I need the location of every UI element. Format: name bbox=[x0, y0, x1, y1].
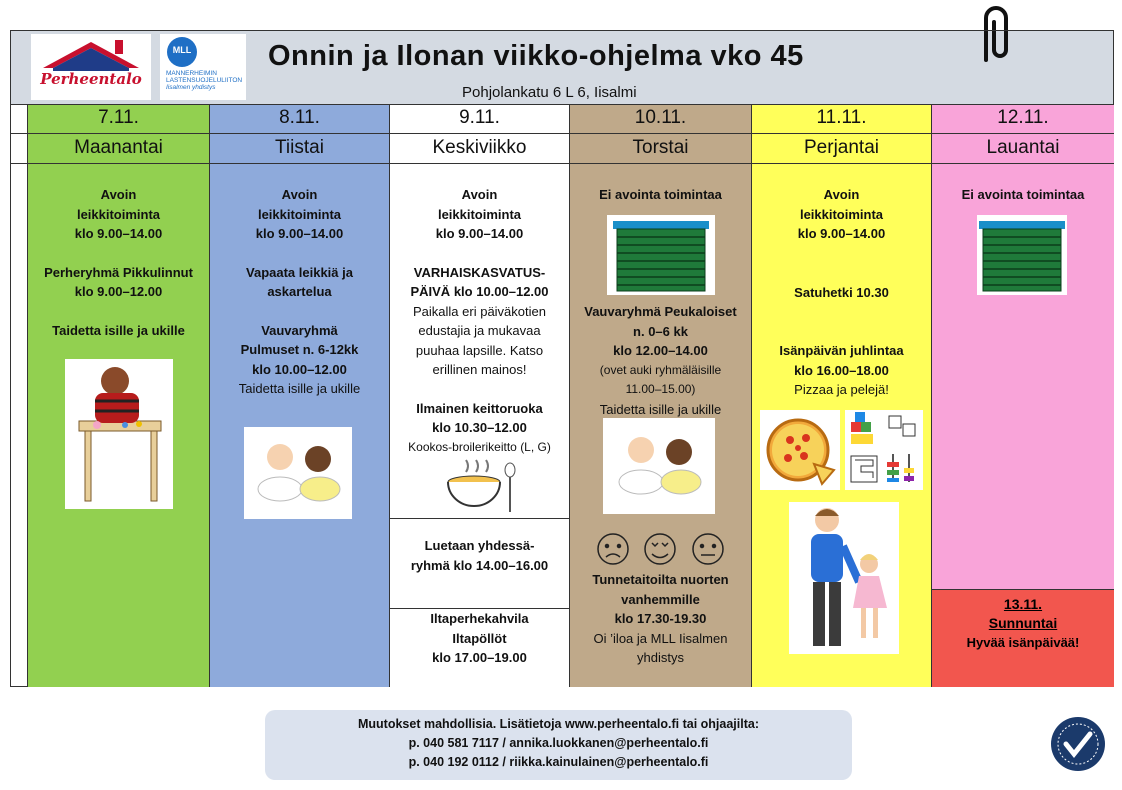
date-friday: 11.11. bbox=[816, 107, 867, 128]
monday-content bbox=[28, 185, 209, 340]
day-thursday: Torstai bbox=[632, 137, 689, 158]
rule-date bbox=[10, 133, 1114, 134]
date-tuesday: 8.11. bbox=[279, 107, 320, 128]
text-line: Paikalla eri päiväkotien bbox=[413, 303, 546, 319]
wednesday-content bbox=[390, 185, 569, 457]
text-line: klo 9.00–14.00 bbox=[74, 226, 163, 241]
text-line: Iltapöllöt bbox=[452, 630, 507, 646]
text-line: Pulmuset n. 6-12kk bbox=[240, 342, 359, 357]
babies-picture bbox=[603, 418, 715, 514]
text-line: 11.00–15.00) bbox=[625, 382, 696, 396]
text-line: Ilmainen keittoruoka bbox=[416, 400, 543, 416]
date-sunday: 13.11. bbox=[1003, 596, 1043, 612]
day-saturday: Lauantai bbox=[986, 137, 1060, 158]
address: Pohjolankatu 6 L 6, Iisalmi bbox=[462, 84, 637, 101]
father-daughter-picture bbox=[789, 502, 899, 654]
text-line: klo 12.00–14.00 bbox=[613, 343, 708, 358]
pizza-icon bbox=[760, 410, 840, 490]
text-line: Luetaan yhdessä- bbox=[424, 538, 535, 553]
date-thursday: 10.11. bbox=[634, 107, 687, 128]
text-line: leikkitoiminta bbox=[799, 206, 884, 222]
babies-picture bbox=[244, 427, 352, 519]
closed-shutter-icon bbox=[607, 215, 715, 295]
text-line: n. 0–6 kk bbox=[633, 323, 688, 339]
column-monday bbox=[28, 105, 210, 687]
text-line: yhdistys bbox=[637, 650, 684, 665]
text-line: Avoin bbox=[823, 187, 860, 202]
text-line: klo 10.00–12.00 bbox=[252, 361, 347, 377]
text-line: klo 16.00–18.00 bbox=[794, 362, 889, 378]
mll-line3: Iisalmen yhdistys bbox=[166, 84, 216, 91]
text-fragment: klo 10.00–12.00 bbox=[450, 284, 549, 299]
text-line: Tunnetaitoilta nuorten bbox=[592, 572, 729, 587]
text-line: Ei avointa toimintaa bbox=[961, 187, 1085, 202]
text-line: Ei avointa toimintaa bbox=[599, 187, 722, 202]
text-line: leikkitoiminta bbox=[257, 206, 342, 222]
soup-bowl-icon bbox=[444, 458, 520, 518]
day-sunday: Sunnuntai bbox=[988, 615, 1058, 631]
mll-badge-text: MLL bbox=[172, 45, 192, 55]
text-line: leikkitoiminta bbox=[437, 206, 522, 222]
text-line: klo 9.00–14.00 bbox=[255, 226, 344, 241]
text-line: edustajia ja mukavaa bbox=[418, 323, 541, 338]
page-title: Onnin ja Ilonan viikko-ohjelma vko 45 bbox=[268, 40, 804, 72]
saturday-content bbox=[932, 185, 1114, 205]
text-line: ryhmä klo 14.00–16.00 bbox=[410, 557, 549, 573]
perheentalo-logo-text: Perheentalo bbox=[40, 70, 142, 88]
text-line: klo 9.00–14.00 bbox=[797, 226, 886, 241]
left-strip bbox=[10, 105, 28, 687]
text-line: Isänpäivän juhlintaa bbox=[779, 343, 904, 358]
text-fragment: PÄIVÄ bbox=[410, 284, 451, 299]
friday-content bbox=[752, 185, 931, 400]
thursday-evening bbox=[570, 570, 751, 668]
emotion-faces-icon bbox=[594, 530, 728, 568]
text-line: Taidetta isille ja ukille bbox=[52, 322, 185, 338]
text-line: VARHAISKASVATUS- bbox=[413, 264, 546, 280]
text-line: Kookos-broilerikeitto (L, G) bbox=[408, 439, 551, 454]
text-line: klo 10.30–12.00 bbox=[432, 420, 527, 435]
footer-line-3: p. 040 192 0112 / riikka.kainulainen@perheentalo.fi bbox=[408, 755, 709, 769]
footer-line-1: Muutokset mahdollisia. Lisätietoja www.perheentalo.fi tai ohjaajilta: bbox=[358, 717, 759, 731]
mll-line1: MANNERHEIMIN bbox=[166, 70, 217, 77]
text-line: klo 17.30-19.30 bbox=[614, 611, 707, 626]
column-tuesday bbox=[210, 105, 390, 687]
thursday-content bbox=[570, 185, 751, 205]
text-line: klo 9.00–12.00 bbox=[74, 284, 163, 299]
day-monday: Maanantai bbox=[74, 137, 163, 158]
text-line bbox=[390, 282, 569, 302]
text-line: Vauvaryhmä bbox=[261, 322, 338, 338]
text-line: erillinen mainos! bbox=[432, 362, 527, 377]
text-line: Vapaata leikkiä ja bbox=[246, 264, 353, 280]
date-saturday: 12.11. bbox=[997, 107, 1049, 128]
footer-line-2: p. 040 581 7117 / annika.luokkanen@perheentalo.fi bbox=[408, 736, 709, 750]
child-drawing-picture bbox=[65, 359, 173, 509]
wednesday-reading-group bbox=[390, 536, 569, 575]
column-thursday bbox=[570, 105, 752, 687]
text-line: puuhaa lapsille. Katso bbox=[415, 342, 544, 358]
divider bbox=[390, 518, 570, 519]
text-line: Avoin bbox=[461, 187, 498, 202]
date-monday: 7.11. bbox=[98, 107, 139, 128]
wednesday-evening-cafe bbox=[390, 609, 569, 668]
text-line: Perheryhmä Pikkulinnut bbox=[44, 264, 193, 280]
day-wednesday: Keskiviikko bbox=[432, 137, 527, 158]
text-line: Oi ’iloa ja MLL Iisalmen bbox=[593, 630, 728, 646]
text-line: vanhemmille bbox=[621, 591, 700, 607]
text-line: (ovet auki ryhmäläisille bbox=[599, 362, 722, 377]
tuesday-content bbox=[210, 185, 389, 399]
column-friday bbox=[752, 105, 932, 687]
text-line: askartelua bbox=[267, 284, 332, 299]
rule-dayname bbox=[10, 163, 1114, 164]
text-line: leikkitoiminta bbox=[76, 206, 161, 222]
date-wednesday: 9.11. bbox=[459, 107, 500, 128]
text-line: Avoin bbox=[100, 187, 137, 202]
day-tuesday: Tiistai bbox=[275, 137, 324, 158]
closed-shutter-icon bbox=[977, 215, 1067, 295]
day-friday: Perjantai bbox=[804, 137, 879, 158]
thursday-baby-group bbox=[570, 302, 751, 419]
certificate-badge-icon bbox=[1050, 716, 1106, 772]
text-line: Vauvaryhmä Peukaloiset bbox=[584, 304, 737, 319]
text-line: Pizzaa ja pelejä! bbox=[794, 382, 889, 397]
text-line: klo 9.00–14.00 bbox=[435, 226, 524, 241]
games-icon bbox=[845, 410, 923, 490]
column-wednesday bbox=[390, 105, 570, 687]
text-line: Taidetta isille ja ukille bbox=[238, 381, 361, 396]
mll-line2: LASTENSUOJELULIITON bbox=[166, 77, 243, 84]
sunday-box bbox=[932, 589, 1114, 687]
footer-contact bbox=[265, 710, 852, 780]
text-line: klo 17.00–19.00 bbox=[432, 650, 527, 665]
text-line: Iltaperhekahvila bbox=[430, 611, 529, 626]
text-line: Avoin bbox=[281, 187, 318, 202]
sunday-greeting: Hyvää isänpäivää! bbox=[966, 635, 1080, 650]
text-line: Taidetta isille ja ukille bbox=[599, 401, 722, 417]
text-line: Satuhetki 10.30 bbox=[794, 284, 889, 300]
